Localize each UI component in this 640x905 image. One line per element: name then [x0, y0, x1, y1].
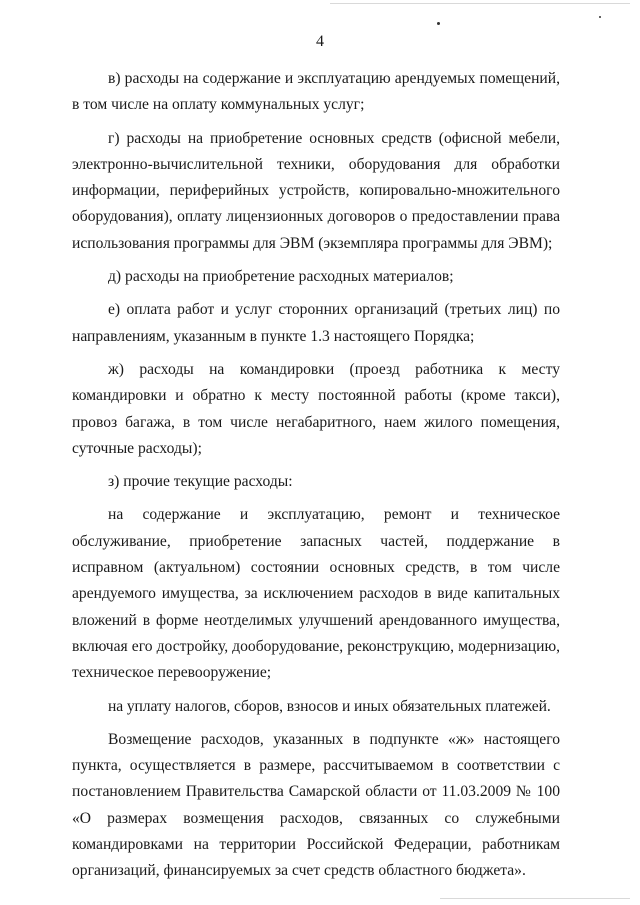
top-scan-edge [330, 3, 630, 4]
scan-speck [599, 16, 601, 18]
paragraph-item-d: д) расходы на приобретение расходных материалов; [108, 268, 454, 286]
paragraph-item-zh: ж) расходы на командировки (проезд работника к месту командировки и обратно к месту постоянной работы (кроме такси), провоз багажа, в том числе негабаритного, наем жилого помещения, суточные расходы); [72, 360, 560, 457]
page-number: 4 [316, 33, 324, 50]
paragraph-maintenance: на содержание и эксплуатацию, ремонт и техническое обслуживание, приобретение запасных частей, поддержание в исправном (актуальном) состоянии основных средств, в том числе арендуемого имущества, за исключением расходов в виде капитальных вложений в форме неотделимых улучшений арендованного имущества, включая его достройку, дооборудование, реконструкцию, модернизацию, техническое перевооружение; [72, 506, 560, 682]
paragraph-item-e: е) оплата работ и услуг сторонних организаций (третьих лиц) по направлениям, указанным в пункте 1.3 настоящего Порядка; [72, 301, 560, 345]
paragraph-item-g: г) расходы на приобретение основных средств (офисной мебели, электронно-вычислительной техники, оборудования для обработки информации, периферийных устройств, копировально-множительного оборудования), оплату лицензионных договоров о предоставлении права использования программы для ЭВМ (экземпляра программы для ЭВМ); [72, 129, 560, 252]
paragraph-item-v: в) расходы на содержание и эксплуатацию арендуемых помещений, в том числе на оплату коммунальных услуг; [72, 70, 560, 114]
bottom-scan-edge [440, 898, 630, 899]
document-body [72, 66, 560, 885]
paragraph-item-z: з) прочие текущие расходы: [108, 473, 293, 491]
paragraph-taxes: на уплату налогов, сборов, взносов и иных обязательных платежей. [108, 697, 551, 715]
paragraph-reimbursement: Возмещение расходов, указанных в подпункте «ж» настоящего пункта, осуществляется в размере, рассчитываемом в соответствии с постановлением Правительства Самарской области от 11.03.2009 № 100 «О размерах возмещения расходов, связанных со служебными командировками на территории Российской Федерации, работникам организаций, финансируемых за счет средств областного бюджета». [72, 730, 560, 880]
scan-speck [437, 22, 440, 25]
